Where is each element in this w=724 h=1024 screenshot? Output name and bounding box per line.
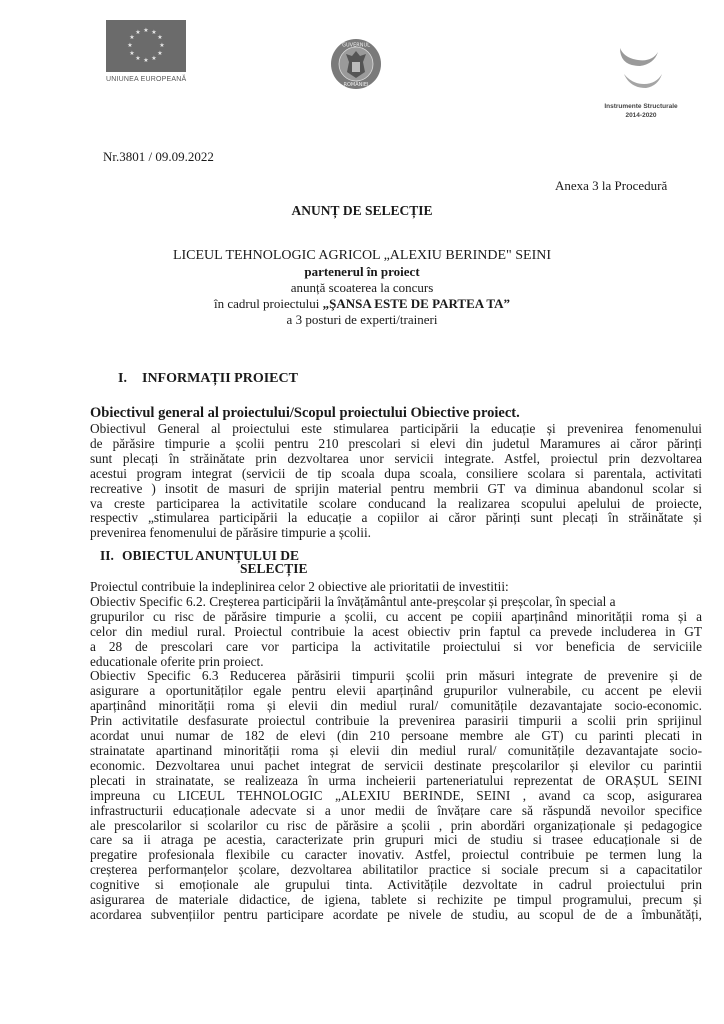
section-2-heading (100, 549, 308, 576)
instrumente-structurale-label (586, 102, 696, 120)
text-line: Proiectul contribuie la indeplinirea celor 2 obiective ale prioritatii de investitii: (90, 579, 509, 594)
text-line: educationale oferite prin proiect. (90, 653, 264, 669)
svg-text:GUVERNUL: GUVERNUL (342, 42, 370, 49)
project-prefix: în cadrul proiectului (213, 296, 323, 311)
is-label-year: 2014-2020 (625, 112, 657, 119)
svg-text:★: ★ (159, 42, 165, 49)
text-line: asigurare a oportunităților egale pentru elevii aparținând grupurilor vulnerabile, cu accent pe elevii (90, 683, 702, 699)
svg-text:★: ★ (151, 29, 157, 36)
section-1-title: INFORMAȚII PROIECT (142, 371, 298, 386)
text-line: care sa ii atraga pe acestia, caracterizate prin grupuri mici de studiu si trasee educaționale si de (90, 832, 702, 848)
text-line: prevenirea fenomenului de părăsire timpurie a școlii. (90, 525, 371, 541)
positions-text: a 3 posturi de experti/traineri (286, 312, 438, 327)
intro-block (0, 248, 724, 328)
text-line: va creste participarea la activitatile scolare conducand la realizarea scopului apelului de proiecte, (90, 495, 702, 511)
text-line: infrastructurii educaționale adecvate si a unor medii de învățare care să răspundă nevoilor specifice (90, 802, 702, 818)
text-line: impreuna cu LICEUL TEHNOLOGIC „ALEXIU BERINDE, SEINI , avand ca scop, asigurarea (90, 787, 702, 803)
text-line: acestui program integrat (servicii de tip scoala dupa scoala, consiliere scolara si parentala, activitati (90, 465, 702, 481)
text-line: Prin activitatile desfasurate proiectul contribuie la prevenirea parasirii timpurii a scolii prin sprijinul (90, 713, 702, 729)
text-line: acordat unui numar de 182 de elevi (din 210 persoane membre ale GT) cu parinti plecati in (90, 728, 702, 744)
text-line: de părăsire timpurie a școlii pentru 210 prescolari si elevi din judetul Maramures ai căror părinți (90, 435, 702, 451)
registration-number: Nr.3801 / 09.09.2022 (103, 149, 214, 164)
text-line: grupurilor cu risc de părăsire timpurie a școlii, cu accent pe copiii aparținând minorității roma și a (90, 608, 702, 624)
project-name: „ŞANSA ESTE DE PARTEA TA” (322, 296, 511, 311)
text-line: sunt plecați în străinătate prin dezvoltarea unor servicii integrate. Astfel, proiectul prin dezvoltarea (90, 450, 702, 466)
text-line: pregatire profesionala flexibile cu caracter inovativ. Astfel, proiectul contribuie pe termen lung la (90, 847, 702, 863)
svg-text:★: ★ (157, 50, 163, 57)
text-line: asigurarea de materiale didactice, de igiena, tablete si rechizite pe timpul programului, precum și (90, 892, 702, 908)
text-line: Obiectiv Specific 6.2. Creșterea participării la învățământul ante-preșcolar și preșcolar, în special a (90, 593, 616, 609)
text-line: a 28 de prescolari care vor participa la activitatile proiectului si vor beneficia de serviciile (90, 638, 702, 654)
svg-text:★: ★ (129, 34, 135, 41)
section-1-body (90, 422, 702, 541)
text-line: Obiectiv Specific 6.3 Reducerea părăsirii timpurii școlii prin măsuri integrate de prevenire și de (90, 668, 702, 684)
project-line (0, 296, 724, 312)
section-2-title-line2: SELECȚIE (240, 561, 308, 576)
section-2-body (90, 580, 702, 923)
text-line: respectiv „stimularea participării la educație a copiilor ai căror părinți sunt plecați în străinătate și (90, 510, 702, 526)
text-line: cognitive si emoționale ale grupului tinta. Activitățile dezvoltate in cadrul proiectului prin (90, 877, 702, 893)
text-line: strainatate apartinand minorității roma și elevii din mediul rural/ comunitățile dezavantajate socio- (90, 742, 702, 758)
section-1-heading (118, 371, 298, 387)
svg-text:★: ★ (127, 42, 133, 49)
section-1-subtitle: Obiectivul general al proiectului/Scopul proiectului Obiective proiect. (90, 405, 520, 421)
section-2-number: II. (100, 548, 114, 563)
text-line: recreative ) insotit de masuri de sprijin material pentru membrii GT va diminua abandonul scolar si (90, 480, 702, 496)
is-label-line1: Instrumente Structurale (604, 103, 678, 110)
instrumente-structurale-icon (610, 30, 670, 102)
guvernul-romaniei-seal-icon (330, 38, 382, 90)
partner-role: partenerul în proiect (304, 264, 420, 279)
text-line: acordarea subvențiilor pentru participare acordate pe nivele de studiu, au scopul de de a îmbunătăți, (90, 906, 702, 922)
annex-label: Anexa 3 la Procedură (555, 178, 668, 193)
svg-text:★: ★ (135, 29, 141, 36)
eu-flag-icon (106, 20, 186, 72)
text-line: ale prescolarilor si scolarilor cu risc de părăsire a școlii , prin abordări organizaționale și pedagogice (90, 817, 702, 833)
institution-name: LICEUL TEHNOLOGIC AGRICOL „ALEXIU BERINDE" SEINI (172, 248, 552, 263)
document-title: ANUNȚ DE SELECȚIE (291, 203, 433, 218)
section-1-number: I. (118, 371, 127, 386)
svg-text:★: ★ (151, 55, 157, 62)
text-line: celor din mediul rural. Proiectul contribuie la acest obiectiv prin faptul ca prevede includerea in GT (90, 623, 702, 639)
text-line: Obiectivul General al proiectului este stimularea participării la educație și prevenirea fenomenului (90, 421, 702, 436)
svg-text:ROMÂNIEI: ROMÂNIEI (343, 82, 369, 88)
eu-label: UNIUNEA EUROPEANĂ (106, 76, 187, 83)
text-line: creșterea performanțelor școlare, dezvoltarea abilitatilor practice si sociale precum si a capacitatilor (90, 862, 702, 878)
svg-text:★: ★ (129, 50, 135, 57)
text-line: economic. Dezvoltarea unui pachet integrat de servicii destinate preșcolarilor și elevilor cu parintii (90, 757, 702, 773)
announcement-text: anunță scoaterea la concurs (290, 280, 434, 295)
svg-text:★: ★ (143, 57, 149, 64)
svg-text:★: ★ (135, 55, 141, 62)
svg-text:★: ★ (157, 34, 163, 41)
svg-text:★: ★ (143, 27, 149, 34)
section-2-title-line1: OBIECTUL ANUNȚULUI DE (122, 548, 300, 563)
text-line: aparținând minorității roma și elevii din mediul rural/ comunitățile dezavantajate socio-economic. (90, 698, 702, 714)
text-line: plecati in strainatate, se realizeaza în urma incheierii parteneriatului reprezentat de ORAȘUL SEINI (90, 772, 702, 788)
